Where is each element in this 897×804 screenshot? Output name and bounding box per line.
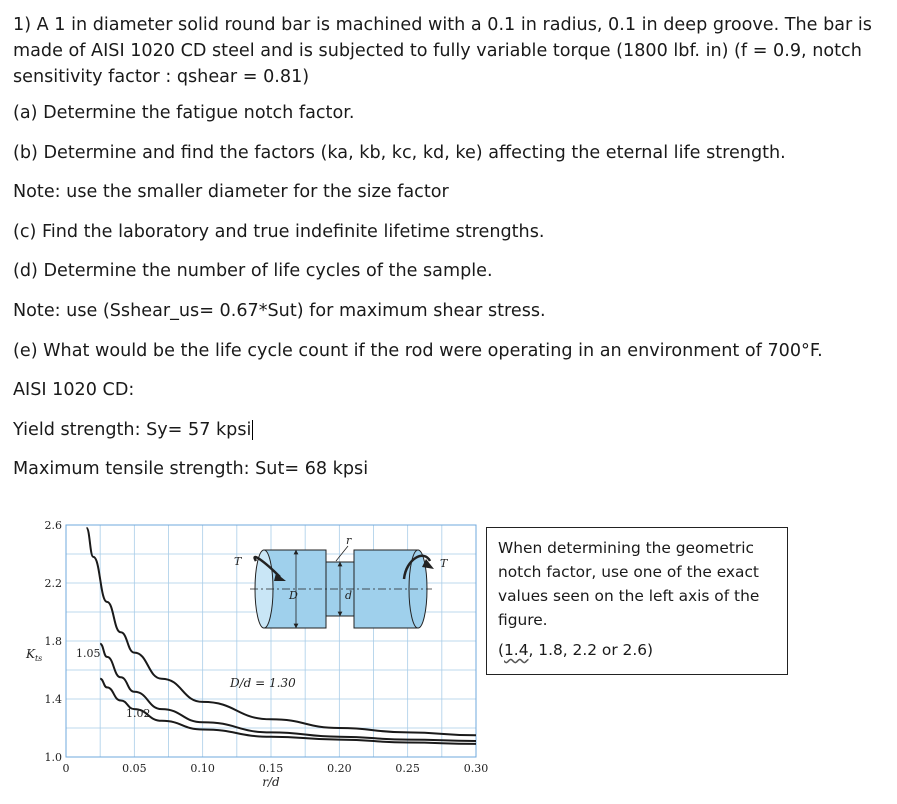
tensile-strength: Maximum tensile strength: Sut= 68 kpsi bbox=[13, 459, 369, 480]
y-axis-label: $K_{ts}$ bbox=[26, 647, 43, 663]
yield-strength: Yield strength: Sy= 57 kpsi bbox=[13, 419, 252, 440]
part-a: (a) Determine the fatigue notch factor. bbox=[13, 103, 355, 123]
y-tick-label: 2.2 bbox=[44, 577, 62, 590]
label-d: d bbox=[345, 589, 353, 602]
note-d: Note: use (Sshear_us= 0.67*Sut) for maximum shear stress. bbox=[13, 300, 546, 321]
x-tick-label: 0.30 bbox=[463, 762, 488, 775]
series-line bbox=[100, 644, 476, 741]
x-axis-label: r/d bbox=[262, 775, 280, 789]
curve-label-mid: 1.05 bbox=[76, 647, 101, 660]
y-tick-label: 1.4 bbox=[44, 693, 62, 706]
x-tick-label: 0.10 bbox=[190, 762, 215, 775]
part-c: (c) Find the laboratory and true indefinite lifetime strengths. bbox=[13, 221, 545, 242]
label-r: r bbox=[346, 534, 352, 547]
curve-label-inner: 1.02 bbox=[126, 707, 151, 720]
problem-intro: 1) A 1 in diameter solid round bar is machined with a 0.1 in radius, 0.1 in deep groove. The bar is made of AISI 1020 CD steel and is subjected to fully variable torque (1800 lbf. in) (f = 0.9, notch sensitivity factor : qshear = 0.81) bbox=[13, 15, 872, 87]
y-tick-label: 2.6 bbox=[44, 519, 62, 532]
note-b: Note: use the smaller diameter for the size factor bbox=[13, 182, 449, 203]
x-tick-labels bbox=[63, 762, 489, 775]
note-box bbox=[486, 527, 788, 675]
part-d: (d) Determine the number of life cycles of the sample. bbox=[13, 261, 493, 282]
x-tick-label: 0.15 bbox=[258, 762, 284, 775]
part-b: (b) Determine and find the factors (ka, kb, kc, kd, ke) affecting the eternal life strength. bbox=[13, 142, 786, 163]
note-value-first: 1.4 bbox=[504, 641, 529, 659]
shaft-illustration bbox=[234, 534, 449, 628]
y-tick-label: 1.8 bbox=[44, 635, 62, 648]
label-D: D bbox=[289, 589, 298, 602]
stress-concentration-chart bbox=[18, 515, 488, 800]
material-label: AISI 1020 CD: bbox=[13, 380, 135, 401]
label-T-right: T bbox=[440, 557, 448, 570]
problem-statement bbox=[13, 12, 883, 498]
curve-label-outer: D/d = 1.30 bbox=[230, 676, 296, 690]
label-T-left: T bbox=[234, 555, 242, 568]
part-e: (e) What would be the life cycle count if the rod were operating in an environment of 700°F. bbox=[13, 340, 823, 361]
x-tick-label: 0 bbox=[62, 762, 70, 775]
y-tick-label: 1.0 bbox=[44, 751, 62, 764]
y-tick-labels bbox=[45, 519, 63, 764]
note-values: (1.4, 1.8, 2.2 or 2.6) bbox=[498, 641, 654, 659]
x-tick-label: 0.25 bbox=[395, 762, 420, 775]
radius-leader bbox=[336, 546, 348, 561]
note-text: When determining the geometric notch factor, use one of the exact values seen on the left axis of the figure. bbox=[498, 539, 760, 629]
x-tick-label: 0.20 bbox=[327, 762, 352, 775]
x-tick-label: 0.05 bbox=[122, 762, 147, 775]
